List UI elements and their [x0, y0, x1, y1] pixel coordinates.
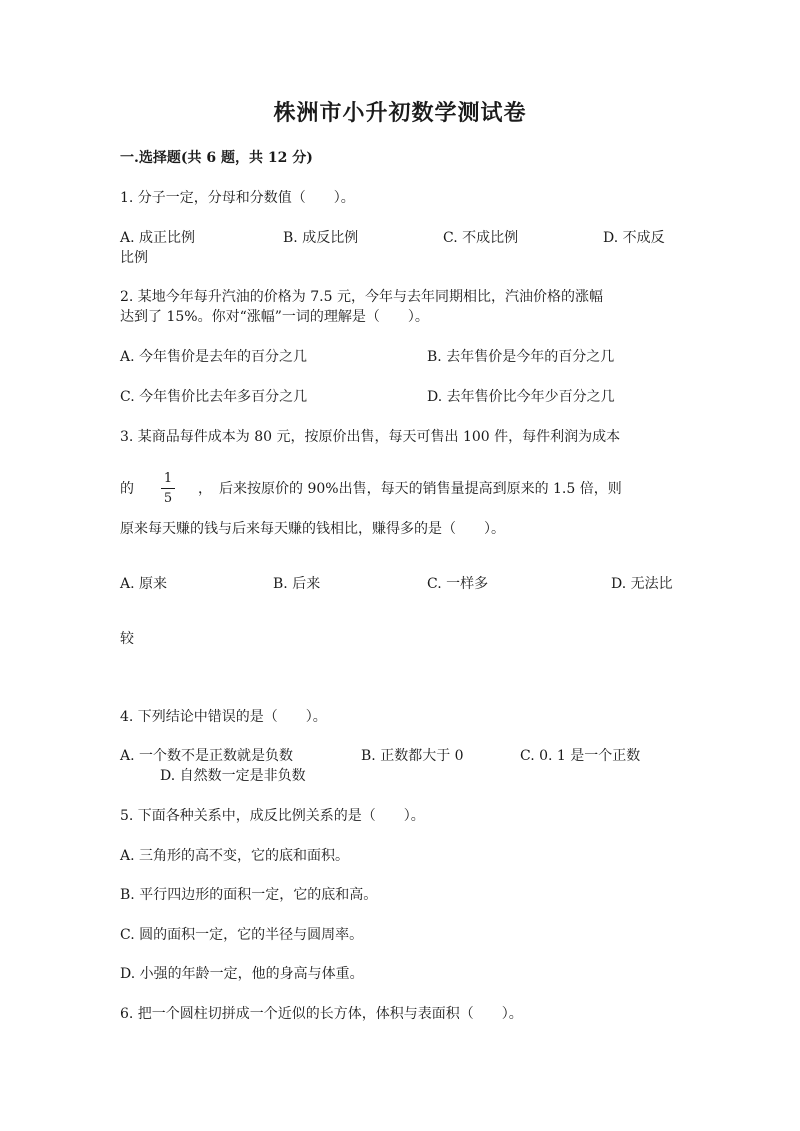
question-3-stem-line1: 3. 某商品每件成本为 80 元，按原价出售，每天可售出 100 件，每件利润为成本	[120, 429, 621, 445]
question-4-option-d: D. 自然数一定是非负数	[160, 768, 306, 784]
question-2-stem-line1: 2. 某地今年每升汽油的价格为 7.5 元，今年与去年同期相比，汽油价格的涨幅	[120, 289, 603, 305]
question-3-stem-line2-prefix: 的	[120, 481, 134, 497]
fraction-bar	[161, 488, 175, 489]
question-2-stem-line2: 达到了 15%。你对“涨幅”一词的理解是（ ）。	[120, 309, 429, 325]
question-1-option-a: A. 成正比例	[120, 230, 196, 246]
fraction-denominator: 5	[163, 491, 173, 506]
question-5-option-d: D. 小强的年龄一定，他的身高与体重。	[120, 966, 364, 982]
page-title: 株洲市小升初数学测试卷	[273, 100, 527, 126]
question-5-option-b: B. 平行四边形的面积一定，它的底和高。	[120, 887, 378, 903]
question-2-option-c: C. 今年售价比去年多百分之几	[120, 389, 308, 405]
question-3-stem-line3: 原来每天赚的钱与后来每天赚的钱相比，赚得多的是（ ）。	[120, 521, 505, 537]
question-5-option-c: C. 圆的面积一定，它的半径与圆周率。	[120, 927, 364, 943]
question-1-option-d-wrap: 比例	[120, 250, 148, 266]
question-3-option-c: C. 一样多	[427, 576, 489, 592]
fraction-numerator: 1	[163, 471, 173, 486]
question-1-option-d: D. 不成反	[603, 230, 665, 246]
question-2-option-a: A. 今年售价是去年的百分之几	[120, 349, 308, 365]
question-5-option-a: A. 三角形的高不变，它的底和面积。	[120, 848, 350, 864]
fraction-one-fifth	[158, 472, 178, 506]
question-2-option-d: D. 去年售价比今年少百分之几	[427, 389, 615, 405]
question-6-stem: 6. 把一个圆柱切拼成一个近似的长方体，体积与表面积（ ）。	[120, 1006, 523, 1022]
question-4-option-c: C. 0. 1 是一个正数	[520, 748, 641, 764]
question-4-option-a: A. 一个数不是正数就是负数	[120, 748, 294, 764]
question-3-option-b: B. 后来	[273, 576, 321, 592]
question-4-option-b: B. 正数都大于 0	[361, 748, 464, 764]
question-3-option-d-wrap: 较	[120, 631, 134, 647]
question-1-stem: 1. 分子一定，分母和分数值（ ）。	[120, 190, 355, 206]
question-5-stem: 5. 下面各种关系中，成反比例关系的是（ ）。	[120, 808, 425, 824]
question-4-stem: 4. 下列结论中错误的是（ ）。	[120, 709, 327, 725]
question-3-option-d: D. 无法比	[611, 576, 673, 592]
question-1-option-b: B. 成反比例	[283, 230, 359, 246]
question-3-option-a: A. 原来	[120, 576, 168, 592]
question-3-stem-line2-rest: ， 后来按原价的 90%出售，每天的销售量提高到原来的 1.5 倍，则	[198, 481, 622, 497]
question-2-option-b: B. 去年售价是今年的百分之几	[427, 349, 615, 365]
question-1-option-c: C. 不成比例	[443, 230, 519, 246]
section-heading: 一.选择题(共 6 题，共 12 分)	[120, 150, 313, 166]
